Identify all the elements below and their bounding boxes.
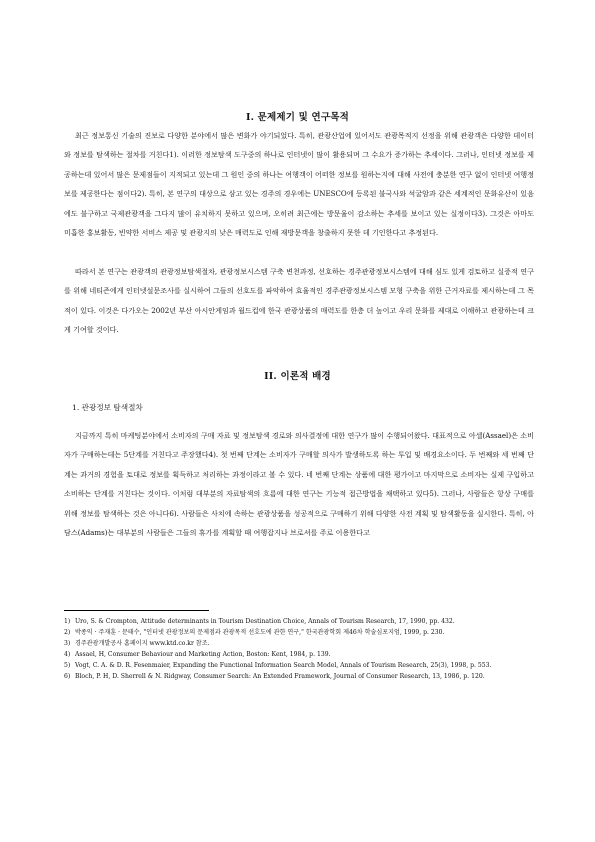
footnotes	[64, 617, 534, 683]
footnote	[64, 661, 534, 672]
footnote-text: Assael, H, Consumer Behaviour and Marketing Action, Boston: Kent, 1984, p. 139.	[75, 651, 331, 658]
section-1-paragraph-1: 최근 정보통신 기술의 진보로 다양한 분야에서 많은 변화가 야기되었다. 특히, 관광산업에 있어서도 관광목적지 선정을 위해 관광객은 다양한 데이터와 정보를 탐색하는 절차를 거친다1). 이러한 정보탐색 도구중의 하나로 인터넷이 많이 활용되며 그 수요가 증가하는 추세이다. 그러나, 인터넷 정보를 제공하는데 있어서 많은 문제점들이 지적되고 있는데 그 원인 중의 하나는 여행객이 어떠한 정보를 원하는지에 대해 사전에 충분한 연구 없이 인터넷 여행정보를 제공한다는 점이다2). 특히, 본 연구의 대상으로 삼고 있는 경주의 경우에는 UNESCO에 등록된 불국사와 석굴암과 같은 세계적인 문화유산이 있음에도 불구하고 국제관광객을 그다지 많이 유치하지 못하고 있으며, 오히려 최근에는 방문율이 감소하는 추세를 보이고 있는 실정이다3). 그것은 아마도 미흡한 홍보활동, 빈약한 서비스 제공 및 관광지의 낮은 매력도로 인해 재방문객을 창출하지 못한 데 기인한다고 추정된다.	[64, 131, 534, 238]
footnote-number: 4)	[64, 651, 71, 658]
subsection-heading: 1. 관광정보 탐색절차	[72, 403, 143, 412]
footnote-number: 1)	[64, 618, 71, 625]
footnote-text: 박종익 · 주재훈 · 문태수, "인터넷 관광정보의 문제점과 관광목적 선호도에 관한 연구," 한국관광학회 제46차 학술심포지엄, 1999, p. 230.	[75, 629, 445, 636]
footnote-separator	[64, 610, 209, 611]
section-2-title: II. 이론적 배경	[264, 371, 331, 382]
section-2-paragraph-1: 지금까지 특히 마케팅분야에서 소비자의 구매 자료 및 정보탐색 경로와 의사결정에 대한 연구가 많이 수행되어왔다. 대표적으로 아셀(Assael)은 소비자가 구매하는데는 5단계를 거친다고 주장했다4). 첫 번째 단계는 소비자가 구매할 의사가 발생하도록 하는 투입 및 배경요소이다. 두 번째와 세 번째 단계는 과거의 경험을 토대로 정보를 획득하고 처리하는 과정이라고 볼 수 있다. 네 번째 단계는 상품에 대한 평가이고 마지막으로 소비자는 실제 구입하고 소비하는 단계를 거친다는 것이다. 이처럼 대부분의 자료탐색의 흐름에 대한 연구는 기능적 접근방법을 채택하고 있다5). 그러나, 사람들은 항상 구매를 위해 정보를 탐색하는 것은 아니다6). 사람들은 사치에 속하는 관광상품을 성공적으로 구매하기 위해 다양한 사전 계획 및 탐색활동을 실시한다. 특히, 아담스(Adams)는 대부분의 사람들은 그들의 휴가를 계획할 때 여행잡지나 브로셔를 주로 이용한다고	[64, 431, 534, 538]
footnote-text: Uro, S. & Crompton, Attitude determinants in Tourism Destination Choice, Annals of Tourism Research, 17, 1990, pp. 432.	[75, 618, 455, 625]
footnote	[64, 617, 534, 628]
footnote-text: 경주관광개발공사 홈페이지 www.ktd.co.kr 참조.	[75, 640, 210, 647]
footnote	[64, 672, 534, 683]
footnote	[64, 650, 534, 661]
footnote	[64, 628, 534, 639]
footnote	[64, 639, 534, 650]
footnote-text: Vogt, C. A. & D. R. Fesenmaier, Expanding the Functional Information Search Model, Annals of Tourism Research, 25(3), 1998, p. 553.	[75, 662, 492, 669]
section-1-title: I. 문제제기 및 연구목적	[245, 112, 350, 123]
footnote-number: 3)	[64, 640, 71, 647]
section-1-paragraph-2: 따라서 본 연구는 관광객의 관광정보탐색절차, 관광정보시스템 구축 변천과정, 선호하는 경주관광정보시스템에 대해 심도 있게 검토하고 실증적 연구를 위해 네티즌에게 인터넷설문조사를 실시하여 그들의 선호도를 파악하여 효율적인 경주관광정보시스템 모형 구축을 위한 근거자료를 제시하는데 그 목적이 있다. 이것은 다가오는 2002년 부산 아시안게임과 월드컵에 한국 관광상품의 매력도를 한층 더 높이고 우리 문화를 제대로 이해하고 관광하는데 크게 기여할 것이다.	[64, 267, 534, 335]
footnote-number: 2)	[64, 629, 71, 636]
footnote-number: 5)	[64, 662, 71, 669]
footnote-number: 6)	[64, 673, 71, 680]
footnote-text: Bloch, P. H, D. Sherrell & N. Ridgway, Consumer Search: An Extended Framework, Journal of Consumer Research, 13, 1986, p. 120.	[75, 673, 485, 680]
